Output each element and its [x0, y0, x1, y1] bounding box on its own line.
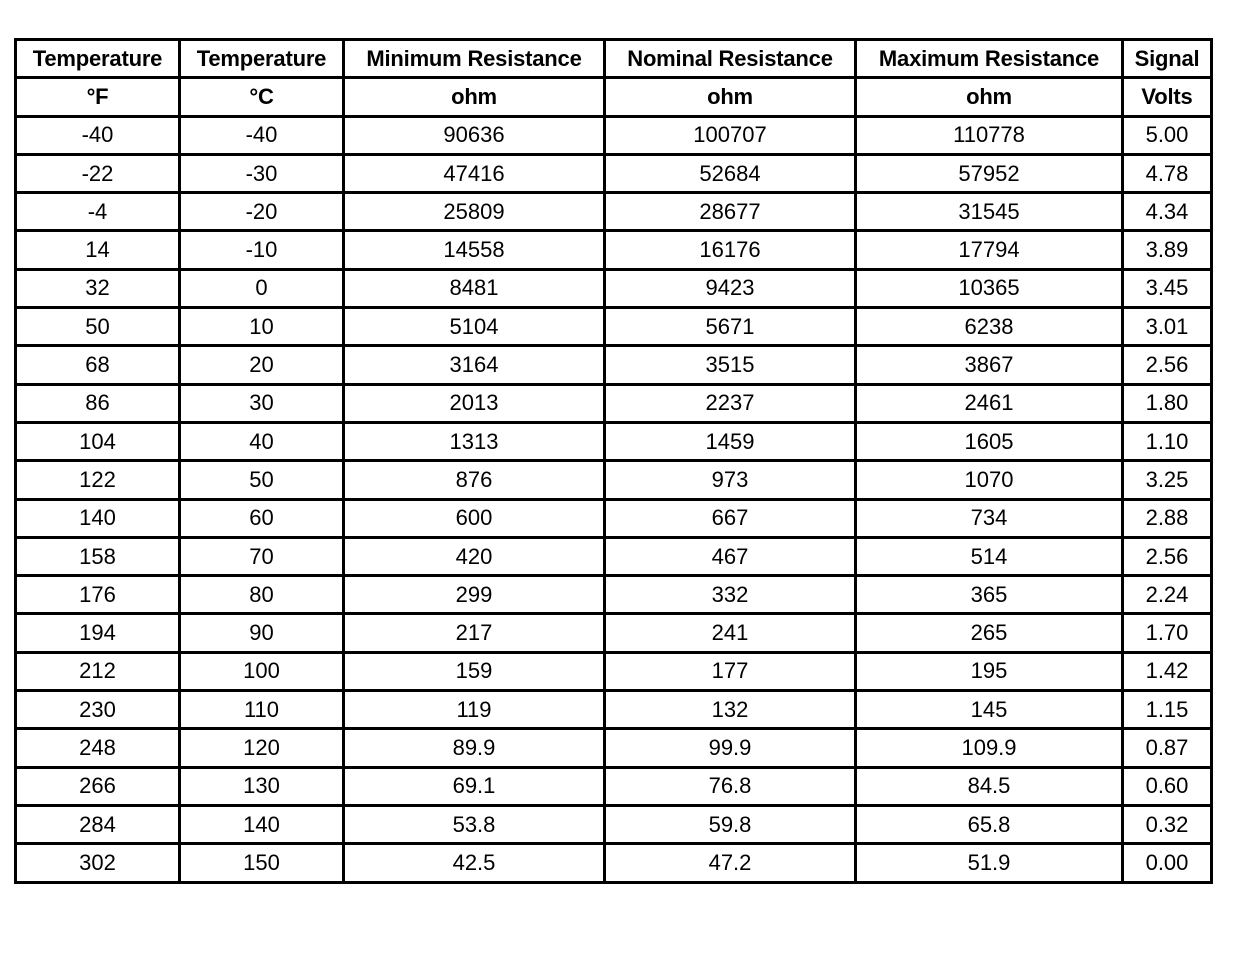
units-row [16, 78, 1212, 116]
cell-nominal-resistance: 9423 [605, 269, 856, 307]
cell-temp-f: 194 [16, 614, 180, 652]
table-row [16, 576, 1212, 614]
cell-max-resistance: 514 [856, 537, 1123, 575]
cell-min-resistance: 2013 [344, 384, 605, 422]
header-temperature-f: Temperature [16, 40, 180, 78]
cell-temp-f: 50 [16, 308, 180, 346]
cell-temp-f: 230 [16, 691, 180, 729]
cell-temp-f: 68 [16, 346, 180, 384]
unit-ohm-nominal: ohm [605, 78, 856, 116]
cell-nominal-resistance: 76.8 [605, 767, 856, 805]
cell-temp-f: 122 [16, 461, 180, 499]
cell-nominal-resistance: 177 [605, 652, 856, 690]
cell-signal-volts: 1.80 [1123, 384, 1212, 422]
cell-min-resistance: 89.9 [344, 729, 605, 767]
table-row [16, 729, 1212, 767]
cell-min-resistance: 5104 [344, 308, 605, 346]
cell-max-resistance: 3867 [856, 346, 1123, 384]
cell-max-resistance: 265 [856, 614, 1123, 652]
cell-max-resistance: 365 [856, 576, 1123, 614]
cell-signal-volts: 1.42 [1123, 652, 1212, 690]
cell-max-resistance: 2461 [856, 384, 1123, 422]
cell-signal-volts: 2.24 [1123, 576, 1212, 614]
cell-signal-volts: 3.45 [1123, 269, 1212, 307]
cell-nominal-resistance: 47.2 [605, 844, 856, 882]
cell-signal-volts: 0.00 [1123, 844, 1212, 882]
table-row [16, 116, 1212, 154]
cell-max-resistance: 10365 [856, 269, 1123, 307]
cell-temp-c: -30 [180, 154, 344, 192]
cell-min-resistance: 217 [344, 614, 605, 652]
table-row [16, 767, 1212, 805]
cell-min-resistance: 42.5 [344, 844, 605, 882]
cell-nominal-resistance: 2237 [605, 384, 856, 422]
cell-min-resistance: 90636 [344, 116, 605, 154]
table-row [16, 805, 1212, 843]
header-temperature-c: Temperature [180, 40, 344, 78]
cell-temp-f: 158 [16, 537, 180, 575]
cell-temp-f: 176 [16, 576, 180, 614]
cell-temp-c: 70 [180, 537, 344, 575]
cell-temp-f: 284 [16, 805, 180, 843]
cell-temp-c: 60 [180, 499, 344, 537]
cell-temp-f: 32 [16, 269, 180, 307]
cell-signal-volts: 3.89 [1123, 231, 1212, 269]
cell-temp-f: 104 [16, 422, 180, 460]
cell-nominal-resistance: 5671 [605, 308, 856, 346]
table-body [16, 116, 1212, 882]
cell-temp-c: 30 [180, 384, 344, 422]
cell-nominal-resistance: 59.8 [605, 805, 856, 843]
table-row [16, 844, 1212, 882]
table-row [16, 499, 1212, 537]
cell-min-resistance: 159 [344, 652, 605, 690]
cell-max-resistance: 84.5 [856, 767, 1123, 805]
cell-min-resistance: 69.1 [344, 767, 605, 805]
header-nominal-resistance: Nominal Resistance [605, 40, 856, 78]
table-row [16, 614, 1212, 652]
cell-signal-volts: 1.15 [1123, 691, 1212, 729]
cell-temp-f: 248 [16, 729, 180, 767]
cell-min-resistance: 600 [344, 499, 605, 537]
cell-temp-f: 14 [16, 231, 180, 269]
cell-temp-c: 140 [180, 805, 344, 843]
cell-signal-volts: 1.10 [1123, 422, 1212, 460]
cell-temp-f: -4 [16, 193, 180, 231]
cell-temp-c: 100 [180, 652, 344, 690]
table-row [16, 231, 1212, 269]
cell-min-resistance: 119 [344, 691, 605, 729]
cell-signal-volts: 1.70 [1123, 614, 1212, 652]
cell-nominal-resistance: 332 [605, 576, 856, 614]
table-row [16, 308, 1212, 346]
cell-nominal-resistance: 99.9 [605, 729, 856, 767]
cell-nominal-resistance: 132 [605, 691, 856, 729]
cell-temp-c: 120 [180, 729, 344, 767]
cell-signal-volts: 3.25 [1123, 461, 1212, 499]
cell-min-resistance: 53.8 [344, 805, 605, 843]
unit-ohm-maximum: ohm [856, 78, 1123, 116]
unit-celsius: °C [180, 78, 344, 116]
cell-max-resistance: 6238 [856, 308, 1123, 346]
table-row [16, 384, 1212, 422]
cell-signal-volts: 3.01 [1123, 308, 1212, 346]
cell-temp-c: 110 [180, 691, 344, 729]
cell-nominal-resistance: 667 [605, 499, 856, 537]
cell-max-resistance: 145 [856, 691, 1123, 729]
cell-max-resistance: 57952 [856, 154, 1123, 192]
cell-signal-volts: 2.56 [1123, 346, 1212, 384]
cell-max-resistance: 1605 [856, 422, 1123, 460]
cell-nominal-resistance: 16176 [605, 231, 856, 269]
cell-temp-c: 130 [180, 767, 344, 805]
cell-temp-f: 266 [16, 767, 180, 805]
unit-ohm-minimum: ohm [344, 78, 605, 116]
cell-temp-f: -22 [16, 154, 180, 192]
cell-signal-volts: 5.00 [1123, 116, 1212, 154]
table-row [16, 269, 1212, 307]
cell-nominal-resistance: 52684 [605, 154, 856, 192]
cell-max-resistance: 109.9 [856, 729, 1123, 767]
cell-nominal-resistance: 973 [605, 461, 856, 499]
cell-temp-f: -40 [16, 116, 180, 154]
cell-temp-c: 10 [180, 308, 344, 346]
cell-min-resistance: 299 [344, 576, 605, 614]
cell-min-resistance: 25809 [344, 193, 605, 231]
unit-fahrenheit: °F [16, 78, 180, 116]
cell-max-resistance: 51.9 [856, 844, 1123, 882]
cell-min-resistance: 47416 [344, 154, 605, 192]
header-signal: Signal [1123, 40, 1212, 78]
cell-nominal-resistance: 467 [605, 537, 856, 575]
header-row [16, 40, 1212, 78]
cell-max-resistance: 31545 [856, 193, 1123, 231]
table-row [16, 537, 1212, 575]
table-row [16, 461, 1212, 499]
cell-max-resistance: 65.8 [856, 805, 1123, 843]
cell-temp-f: 302 [16, 844, 180, 882]
cell-temp-c: 90 [180, 614, 344, 652]
cell-signal-volts: 0.87 [1123, 729, 1212, 767]
cell-temp-c: -20 [180, 193, 344, 231]
cell-signal-volts: 4.78 [1123, 154, 1212, 192]
cell-max-resistance: 1070 [856, 461, 1123, 499]
table-row [16, 154, 1212, 192]
cell-signal-volts: 0.60 [1123, 767, 1212, 805]
cell-nominal-resistance: 241 [605, 614, 856, 652]
table-row [16, 346, 1212, 384]
table-row [16, 193, 1212, 231]
table-row [16, 691, 1212, 729]
cell-temp-c: 150 [180, 844, 344, 882]
cell-max-resistance: 195 [856, 652, 1123, 690]
table-row [16, 422, 1212, 460]
cell-temp-f: 140 [16, 499, 180, 537]
cell-signal-volts: 4.34 [1123, 193, 1212, 231]
cell-temp-f: 86 [16, 384, 180, 422]
cell-max-resistance: 110778 [856, 116, 1123, 154]
cell-temp-c: -10 [180, 231, 344, 269]
cell-min-resistance: 8481 [344, 269, 605, 307]
cell-min-resistance: 876 [344, 461, 605, 499]
cell-temp-c: 40 [180, 422, 344, 460]
cell-min-resistance: 1313 [344, 422, 605, 460]
cell-min-resistance: 420 [344, 537, 605, 575]
cell-signal-volts: 2.56 [1123, 537, 1212, 575]
header-maximum-resistance: Maximum Resistance [856, 40, 1123, 78]
cell-temp-f: 212 [16, 652, 180, 690]
cell-nominal-resistance: 1459 [605, 422, 856, 460]
cell-temp-c: 20 [180, 346, 344, 384]
unit-volts: Volts [1123, 78, 1212, 116]
cell-nominal-resistance: 28677 [605, 193, 856, 231]
cell-temp-c: 80 [180, 576, 344, 614]
resistance-table [14, 38, 1213, 884]
table-row [16, 652, 1212, 690]
cell-max-resistance: 17794 [856, 231, 1123, 269]
cell-temp-c: 0 [180, 269, 344, 307]
cell-min-resistance: 3164 [344, 346, 605, 384]
cell-temp-c: -40 [180, 116, 344, 154]
cell-signal-volts: 0.32 [1123, 805, 1212, 843]
cell-max-resistance: 734 [856, 499, 1123, 537]
cell-temp-c: 50 [180, 461, 344, 499]
cell-signal-volts: 2.88 [1123, 499, 1212, 537]
cell-min-resistance: 14558 [344, 231, 605, 269]
header-minimum-resistance: Minimum Resistance [344, 40, 605, 78]
cell-nominal-resistance: 3515 [605, 346, 856, 384]
cell-nominal-resistance: 100707 [605, 116, 856, 154]
